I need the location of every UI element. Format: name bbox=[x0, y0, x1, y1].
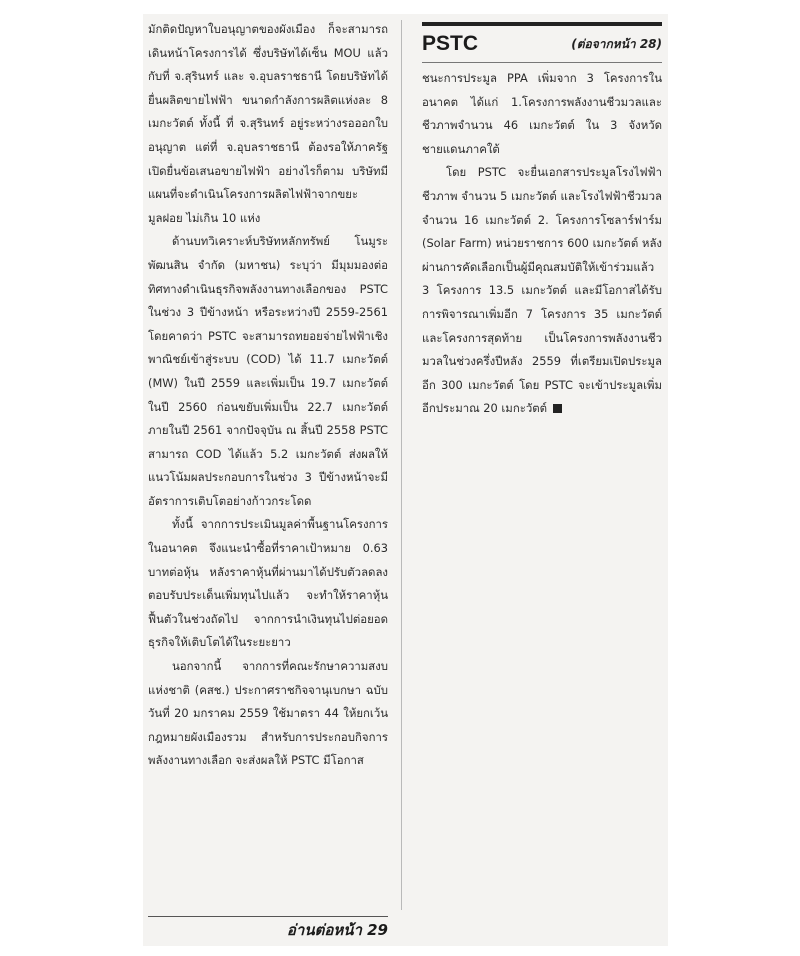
paragraph-6 bbox=[422, 161, 662, 421]
footer-divider bbox=[148, 916, 388, 917]
right-column bbox=[422, 22, 662, 421]
column-divider bbox=[401, 20, 402, 910]
continued-from-label: (ต่อจากหน้า 28) bbox=[571, 36, 662, 51]
paragraph-1: มักติดปัญหาใบอนุญาตของผังเมือง ก็จะสามารถเดินหน้าโครงการได้ ซึ่งบริษัทได้เซ็น MOU แล้วกับที่ จ.สุรินทร์ และ จ.อุบลราชธานี โดยบริษัทได้ยื่นผลิตขายไฟฟ้า ขนาดกำลังการผลิตแห่งละ 8 เมกะวัตต์ ทั้งนี้ ที่ จ.สุรินทร์ อยู่ระหว่างรอออกใบอนุญาต แต่ที่ จ.อุบลราชธานี ต้องรอให้ภาครัฐเปิดยื่นข้อเสนอขายไฟฟ้า อย่างไรก็ตาม บริษัทมีแผนที่จะดำเนินโครงการผลิตไฟฟ้าจากขยะมูลฝอย ไม่เกิน 10 แห่ง bbox=[148, 22, 388, 225]
paragraph-5: ชนะการประมูล PPA เพิ่มจาก 3 โครงการในอนาคต ได้แก่ 1.โครงการพลังงานชีวมวลและชีวภาพจำนวน 46 เมกะวัตต์ ใน 3 จังหวัดชายแดนภาคใต้ bbox=[422, 71, 662, 156]
paragraph-4: นอกจากนี้ จากการที่คณะรักษาความสงบแห่งชาติ (คสช.) ประกาศราชกิจจานุเบกษา ฉบับวันที่ 20 มกราคม 2559 ใช้มาตรา 44 ให้ยกเว้นกฎหมายผังเมืองรวม สำหรับการประกอบกิจการพลังงานทางเลือก จะส่งผลให้ PSTC มีโอกาส bbox=[148, 659, 388, 768]
left-column bbox=[148, 18, 388, 773]
paragraph-2: ด้านบทวิเคราะห์บริษัทหลักทรัพย์ โนมูระ พัฒนสิน จำกัด (มหาชน) ระบุว่า มีมุมมองต่อทิศทางดำเนินธุรกิจพลังงานทางเลือกของ PSTC ในช่วง 3 ปีข้างหน้า หรือระหว่างปี 2559-2561 โดยคาดว่า PSTC จะสามารถทยอยจ่ายไฟฟ้าเชิงพาณิชย์เข้าสู่ระบบ (COD) ได้ 11.7 เมกะวัตต์ (MW) ในปี 2559 และเพิ่มเป็น 19.7 เมกะวัตต์ ในปี 2560 ก่อนขยับเพิ่มเป็น 22.7 เมกะวัตต์ภายในปี 2561 จากปัจจุบัน ณ สิ้นปี 2558 PSTC สามารถ COD ได้แล้ว 5.2 เมกะวัตต์ ส่งผลให้แนวโน้มผลประกอบการในช่วง 3 ปีข้างหน้าจะมีอัตราการเติบโตอย่างก้าวกระโดด bbox=[148, 234, 388, 508]
paragraph-3: ทั้งนี้ จากการประเมินมูลค่าพื้นฐานโครงการในอนาคต จึงแนะนำซื้อที่ราคาเป้าหมาย 0.63 บาทต่อหุ้น หลังราคาหุ้นที่ผ่านมาได้ปรับตัวลดลงตอบรับประเด็นเพิ่มทุนไปแล้ว จะทำให้ราคาหุ้นฟื้นตัวในช่วงถัดไป จากการนำเงินทุนไปต่อยอดธุรกิจให้เติบโตได้ในระยะยาว bbox=[148, 517, 388, 650]
continue-to-label: อ่านต่อหน้า 29 bbox=[286, 921, 388, 939]
right-column-body bbox=[422, 67, 662, 421]
paragraph-6-text: โดย PSTC จะยื่นเอกสารประมูลโรงไฟฟ้าชีวภาพ จำนวน 5 เมกะวัตต์ และโรงไฟฟ้าชีวมวล จำนวน 16 เมกะวัตต์ 2. โครงการโซลาร์ฟาร์ม (Solar Farm) หน่วยราชการ 600 เมกะวัตต์ หลังผ่านการคัดเลือกเป็นผู้มีคุณสมบัติให้เข้าร่วมแล้ว 3 โครงการ 13.5 เมกะวัตต์ และมีโอกาสได้รับการพิจารณาเพิ่มอีก 7 โครงการ 35 เมกะวัตต์ และโครงการสุดท้าย เป็นโครงการพลังงานชีวมวลในช่วงครึ่งปีหลัง 2559 ที่เตรียมเปิดประมูลอีก 300 เมกะวัตต์ โดย PSTC จะเข้าประมูลเพิ่มอีกประมาณ 20 เมกะวัตต์ bbox=[422, 165, 662, 416]
end-mark-icon bbox=[553, 404, 562, 413]
section-header bbox=[422, 26, 662, 63]
brand-title: PSTC bbox=[422, 32, 479, 55]
